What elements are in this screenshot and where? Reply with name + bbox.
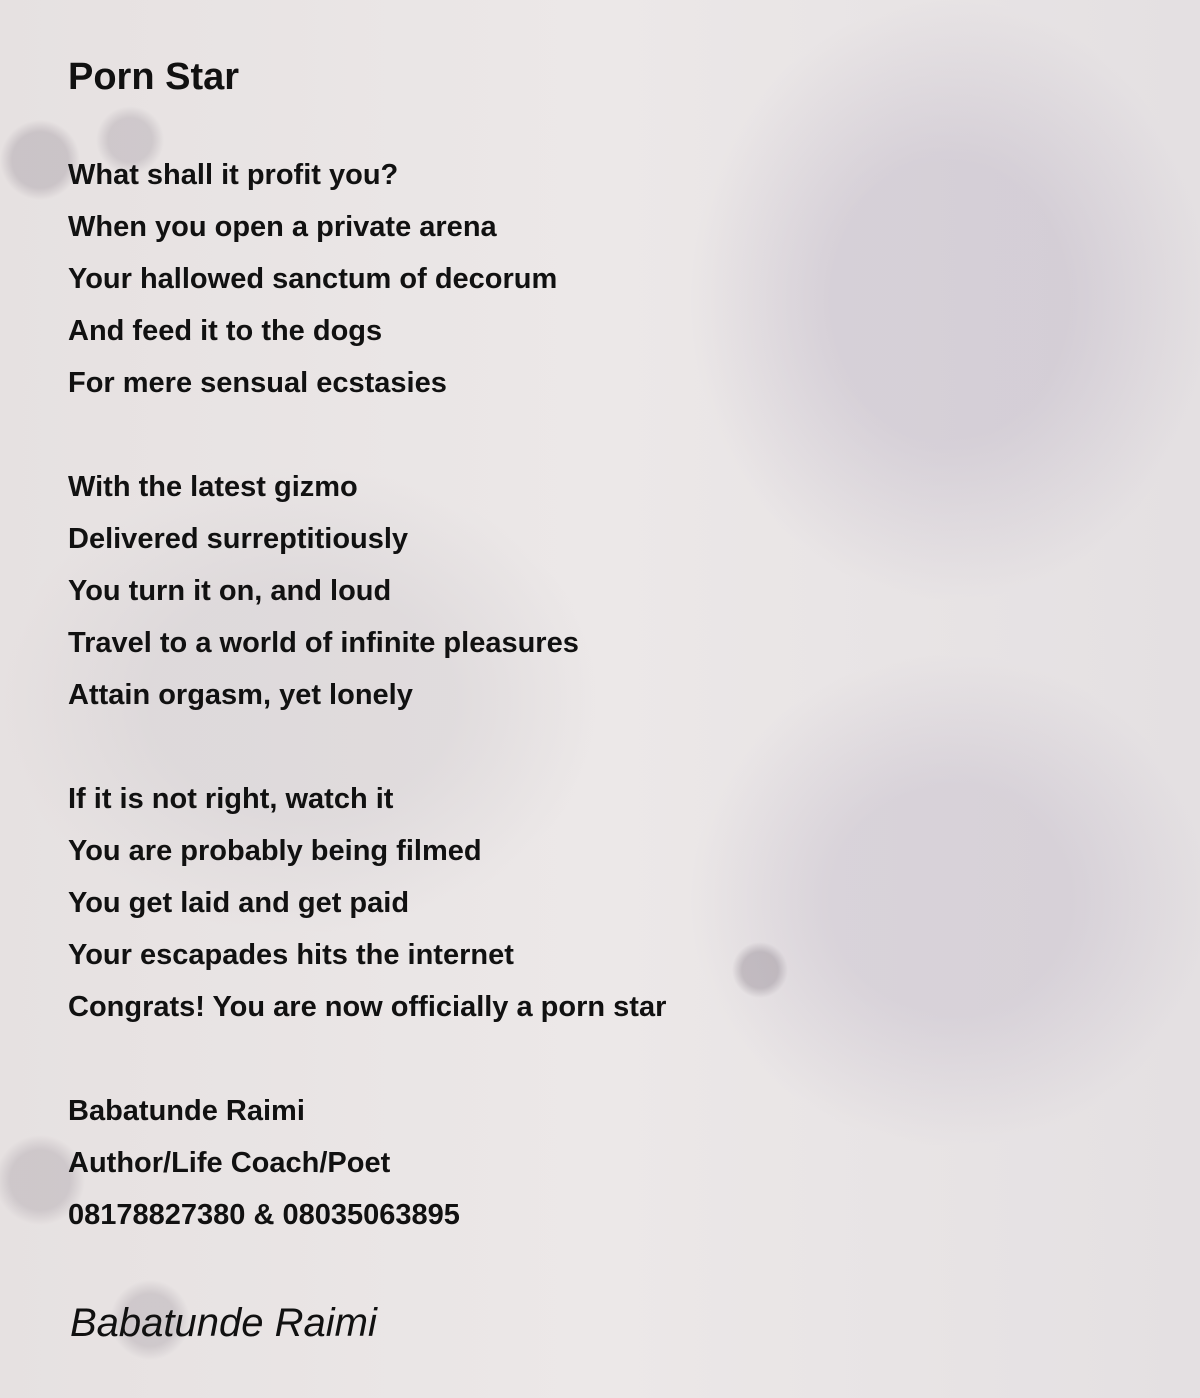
poem-line: You turn it on, and loud	[68, 575, 392, 607]
poem-line: Delivered surreptitiously	[68, 523, 409, 555]
author-name: Babatunde Raimi	[68, 1095, 305, 1127]
poem-line: When you open a private arena	[68, 211, 497, 243]
poem-line: With the latest gizmo	[68, 471, 358, 503]
poem-line: Congrats! You are now officially a porn star	[68, 991, 667, 1023]
poem-line: Your hallowed sanctum of decorum	[68, 263, 558, 295]
poem-line: Your escapades hits the internet	[68, 939, 514, 971]
stanza-2	[68, 461, 666, 721]
poem-body	[68, 149, 666, 1241]
poem-line: If it is not right, watch it	[68, 783, 394, 815]
poem-title: Porn Star	[68, 56, 240, 98]
poem-line: You are probably being filmed	[68, 835, 482, 867]
stanza-1	[68, 149, 666, 409]
stanza-gap	[68, 721, 666, 773]
author-phone: 08178827380 & 08035063895	[68, 1199, 460, 1231]
poem-line: And feed it to the dogs	[68, 315, 383, 347]
stanza-gap	[68, 1033, 666, 1085]
author-block	[68, 1085, 666, 1241]
poem-line: What shall it profit you?	[68, 159, 399, 191]
stanza-gap	[68, 409, 666, 461]
stanza-3	[68, 773, 666, 1033]
poem-line: For mere sensual ecstasies	[68, 367, 447, 399]
poem-line: Attain orgasm, yet lonely	[68, 679, 413, 711]
author-signature: Babatunde Raimi	[70, 1301, 377, 1345]
poem-line: You get laid and get paid	[68, 887, 410, 919]
poem-line: Travel to a world of infinite pleasures	[68, 627, 579, 659]
author-role: Author/Life Coach/Poet	[68, 1147, 391, 1179]
